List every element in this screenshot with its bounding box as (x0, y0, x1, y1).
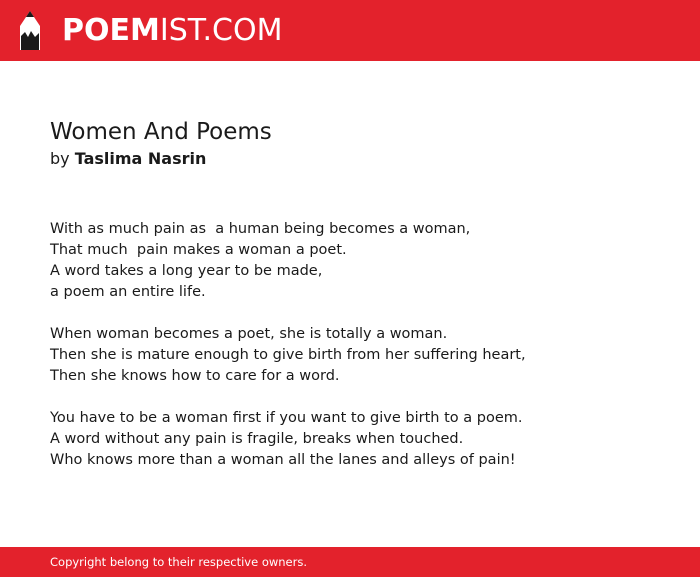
poem-line: When woman becomes a poet, she is totally a woman. (50, 326, 448, 342)
poem-byline (50, 149, 206, 169)
copyright-notice: Copyright belong to their respective owners. (50, 555, 308, 569)
pencil-icon (16, 10, 44, 52)
poem-line: That much pain makes a woman a poet. (50, 242, 347, 258)
poem-line: You have to be a woman first if you want to give birth to a poem. (50, 410, 523, 426)
poem-author: Taslima Nasrin (74, 149, 207, 168)
poem-line: A word takes a long year to be made, (50, 263, 323, 279)
stanza (50, 408, 650, 471)
poem-line: Then she knows how to care for a word. (50, 368, 340, 384)
logo-light-text: IST.COM (159, 13, 283, 48)
poem-body (50, 219, 650, 492)
poem-line: A word without any pain is fragile, breaks when touched. (50, 431, 464, 447)
poem-line: Who knows more than a woman all the lanes and alleys of pain! (50, 452, 516, 468)
by-label: by (50, 149, 70, 168)
stanza (50, 324, 650, 387)
poem-line: Then she is mature enough to give birth from her suffering heart, (50, 347, 526, 363)
site-header (0, 0, 700, 61)
poem-title: Women And Poems (50, 119, 272, 145)
stanza (50, 219, 650, 303)
poem-line: a poem an entire life. (50, 284, 206, 300)
site-logo[interactable] (62, 13, 282, 49)
site-footer (0, 547, 700, 577)
logo-bold-text: POEM (62, 13, 160, 48)
poem-line: With as much pain as a human being becomes a woman, (50, 221, 471, 237)
